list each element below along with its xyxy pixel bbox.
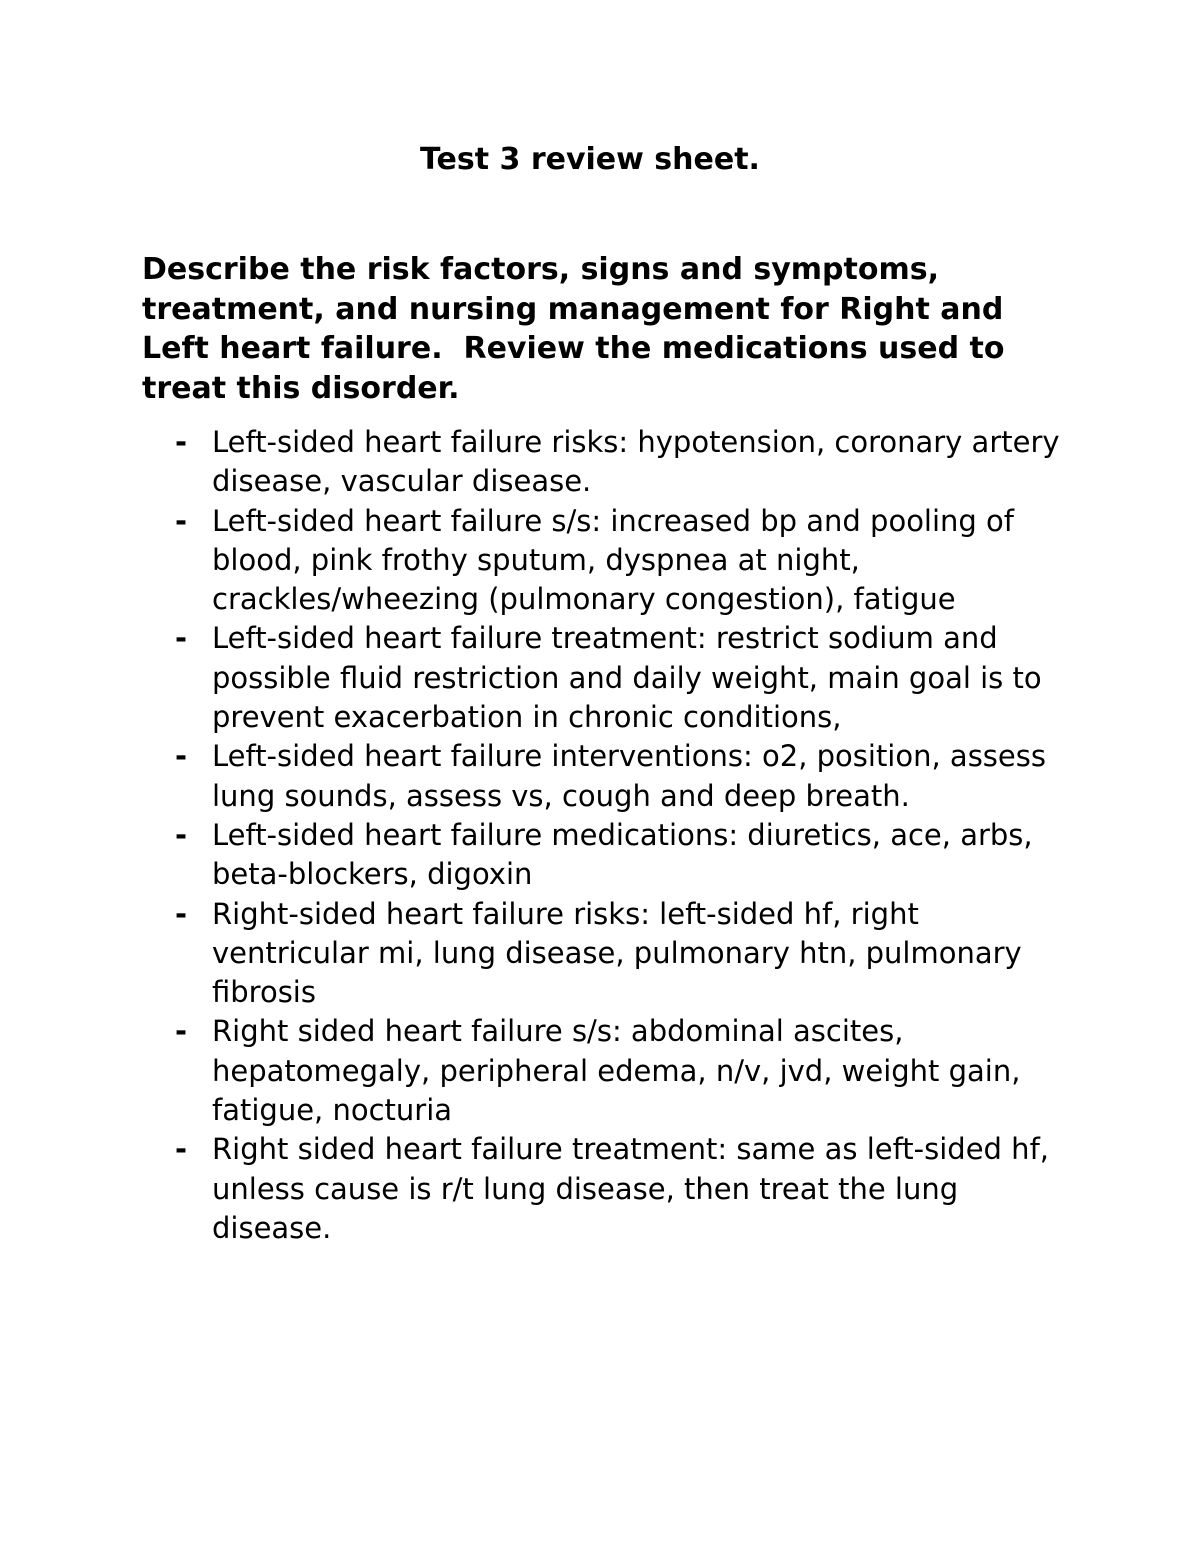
question-prompt: Describe the risk factors, signs and symptoms, treatment, and nursing management for Right and Left heart failure. Review the medications used to treat this disorder. <box>142 252 1015 406</box>
list-item <box>0 737 1062 816</box>
list-item-text: Left-sided heart failure interventions: o2, position, assess lung sounds, assess vs, cough and deep breath. <box>212 739 1046 813</box>
list-item-text: Left-sided heart failure risks: hypotension, coronary artery disease, vascular disease. <box>212 425 1060 499</box>
list-item-text: Left-sided heart failure s/s: increased bp and pooling of blood, pink frothy sputum, dyspnea at night, crackles/wheezing (pulmonary congestion), fatigue <box>212 503 1015 617</box>
dash-bullet-icon: - <box>175 503 188 538</box>
list-item <box>0 423 1062 502</box>
list-item <box>0 502 1062 620</box>
dash-bullet-icon: - <box>175 817 188 852</box>
list-item <box>0 1130 1062 1248</box>
dash-bullet-icon: - <box>175 425 188 459</box>
list-item-text: Right sided heart failure s/s: abdominal ascites, hepatomegaly, peripheral edema, n/v, jvd, weight gain, fatigue, nocturia <box>212 1014 1021 1128</box>
list-item-text: Right-sided heart failure risks: left-sided hf, right ventricular mi, lung disease, pulmonary htn, pulmonary fibrosis <box>212 896 1022 1010</box>
answer-list <box>0 423 1200 1248</box>
list-item <box>0 1012 1062 1130</box>
list-item-text: Left-sided heart failure treatment: restrict sodium and possible fluid restriction and daily weight, main goal is to prevent exacerbation in chronic conditions, <box>212 621 1042 735</box>
dash-bullet-icon: - <box>175 739 188 774</box>
list-item <box>0 619 1062 737</box>
dash-bullet-icon: - <box>175 1014 188 1049</box>
list-item-text: Left-sided heart failure medications: diuretics, ace, arbs, beta-blockers, digoxin <box>212 817 1033 892</box>
list-item <box>0 895 1062 1013</box>
dash-bullet-icon: - <box>175 1132 188 1167</box>
list-item <box>0 816 1062 895</box>
page-title: Test 3 review sheet. <box>420 142 760 177</box>
dash-bullet-icon: - <box>175 621 188 656</box>
list-item-text: Right sided heart failure treatment: same as left-sided hf, unless cause is r/t lung disease, then treat the lung disease. <box>212 1132 1049 1245</box>
dash-bullet-icon: - <box>175 896 188 931</box>
